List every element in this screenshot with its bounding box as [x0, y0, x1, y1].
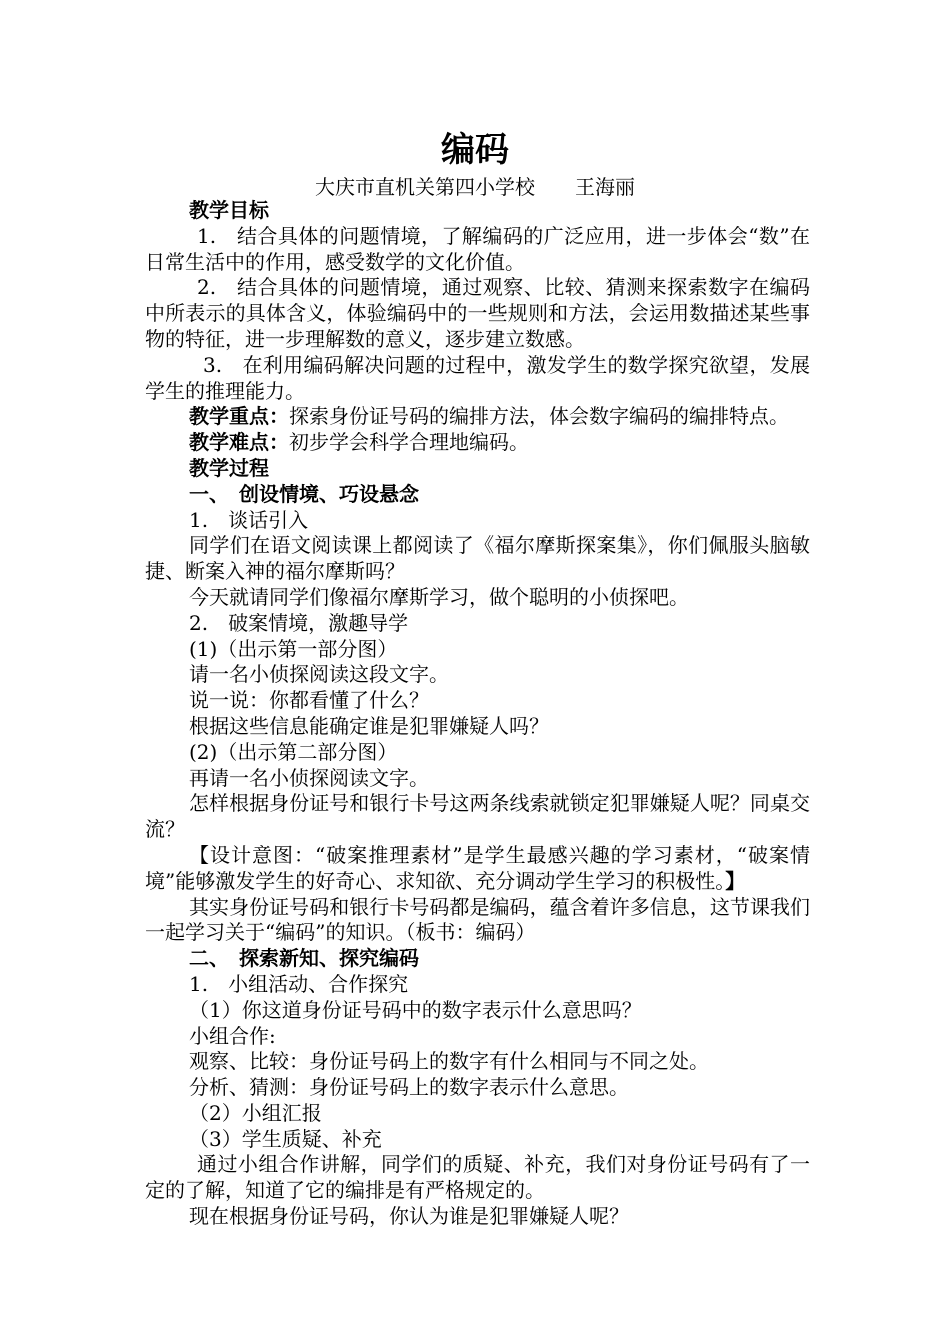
section2-line-2: 观察、比较：身份证号码上的数字有什么相同与不同之处。: [189, 1049, 709, 1074]
section2-sub1: 1. 小组活动、合作探究: [189, 971, 409, 996]
difficulty-label: 教学难点：: [189, 430, 289, 455]
section2-heading: 二、 探索新知、探究编码: [189, 946, 419, 971]
document-body: [145, 198, 810, 1230]
goals-heading: 教学目标: [189, 198, 269, 222]
section1-line-3: 说一说：你都看懂了什么？: [189, 688, 429, 713]
section1-line-8: 其实身份证号码和银行卡号码都是编码，蕴含着许多信息，这节课我们一起学习关于“编码”的知识。（板书：编码）: [145, 894, 810, 945]
section1-heading: 一、 创设情境、巧设悬念: [189, 481, 419, 506]
section1-line-4: 根据这些信息能确定谁是犯罪嫌疑人吗？: [189, 713, 549, 738]
section1-line-7: 怎样根据身份证号和银行卡号这两条线索就锁定犯罪嫌疑人呢？同桌交流？: [145, 791, 810, 842]
section2-question-2: （2）小组汇报: [189, 1100, 322, 1125]
section2-question-3: （3）学生质疑、补充: [189, 1126, 382, 1151]
key-point: [145, 404, 810, 430]
goal-item-1: 1. 结合具体的问题情境，了解编码的广泛应用，进一步体会“数”在日常生活中的作用，感受数学的文化价值。: [145, 223, 810, 274]
section1-line-6: 再请一名小侦探阅读文字。: [189, 765, 429, 790]
section1-line-5: (2)（出示第二部分图）: [189, 739, 398, 764]
section1-sub1: 1. 谈话引入: [189, 507, 309, 532]
section1-paragraph-2: 今天就请同学们像福尔摩斯学习，做个聪明的小侦探吧。: [189, 584, 689, 609]
key-point-text: 探索身份证号码的编排方法，体会数字编码的编排特点。: [289, 404, 789, 429]
design-intent-close-bracket: 】: [725, 868, 746, 893]
goal-item-2: 2. 结合具体的问题情境，通过观察、比较、猜测来探索数字在编码中所表示的具体含义，体验编码中的一些规则和方法，会运用数描述某些事物的特征，进一步理解数的意义，逐步建立数感。: [145, 275, 810, 351]
section1-line-1: (1)（出示第一部分图）: [189, 636, 398, 661]
difficulty: [145, 430, 810, 456]
design-intent: [145, 843, 810, 895]
section2-paragraph-2: 现在根据身份证号码，你认为谁是犯罪嫌疑人呢？: [189, 1204, 629, 1229]
section1-line-2: 请一名小侦探阅读这段文字。: [189, 662, 449, 687]
author-name: 王海丽: [575, 175, 635, 199]
process-heading: 教学过程: [189, 455, 269, 480]
section1-paragraph-1: 同学们在语文阅读课上都阅读了《福尔摩斯探案集》，你们佩服头脑敏捷、断案入神的福尔摩斯吗？: [145, 533, 810, 584]
section2-paragraph-1: 通过小组合作讲解，同学们的质疑、补充，我们对身份证号码有了一定的了解，知道了它的编排是有严格规定的。: [145, 1152, 810, 1203]
author-line: [0, 174, 950, 200]
difficulty-text: 初步学会科学合理地编码。: [289, 430, 529, 455]
document-title: 编码: [441, 130, 509, 170]
section2-line-3: 分析、猜测：身份证号码上的数字表示什么意思。: [189, 1075, 629, 1100]
design-intent-text: 【设计意图：“破案推理素材”是学生最感兴趣的学习素材，“破案情境”能够激发学生的好奇心、求知欲、充分调动学生学习的积极性。: [145, 842, 810, 893]
goal-item-3: 3. 在利用编码解决问题的过程中，激发学生的数学探究欲望，发展学生的推理能力。: [145, 352, 810, 403]
section2-question-1: （1）你这道身份证号码中的数字表示什么意思吗？: [189, 997, 642, 1022]
author-school: 大庆市直机关第四小学校: [315, 175, 535, 199]
section2-line-1: 小组合作:: [189, 1023, 276, 1048]
key-point-label: 教学重点：: [189, 404, 289, 429]
section1-sub2: 2. 破案情境，激趣导学: [189, 610, 409, 635]
